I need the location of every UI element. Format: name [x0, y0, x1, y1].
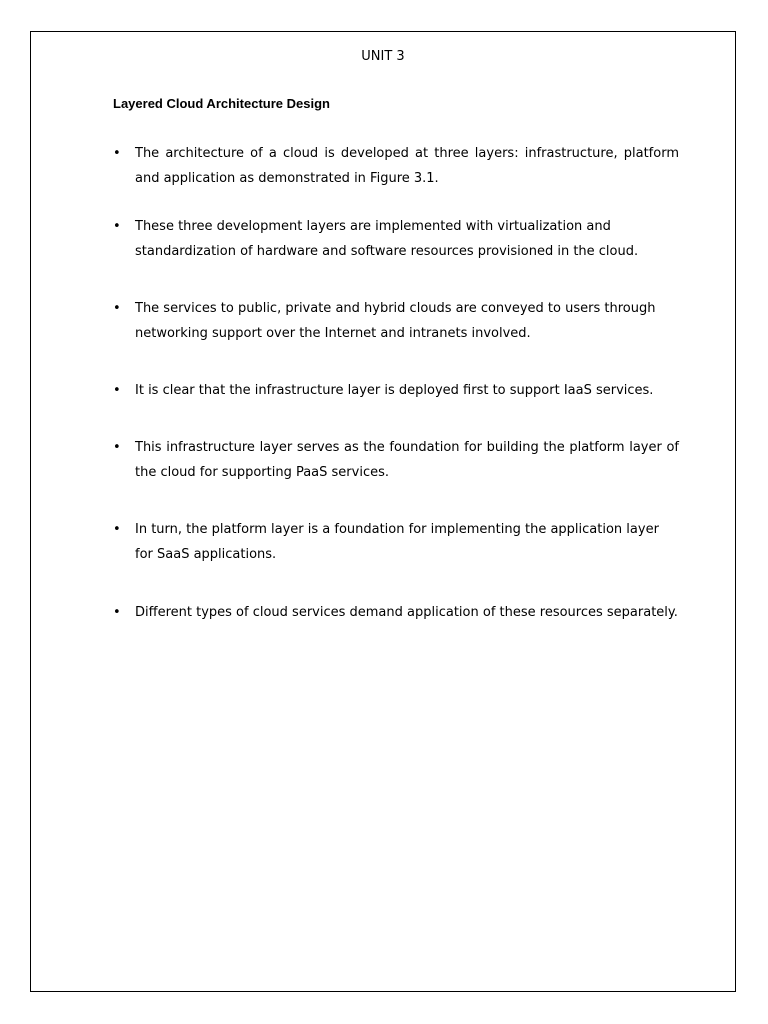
section-heading: Layered Cloud Architecture Design [113, 96, 330, 111]
bullet-text: Different types of cloud services demand application of these resources separately. [135, 605, 678, 620]
bullet-dot-icon: • [113, 440, 121, 455]
list-item [113, 518, 661, 567]
document-page [30, 31, 736, 992]
bullet-dot-icon: • [113, 219, 121, 234]
bullet-list [31, 32, 735, 991]
bullet-text: These three development layers are implemented with virtualization and standardization of hardware and software resources provisioned in the cloud. [135, 219, 639, 259]
bullet-text: This infrastructure layer serves as the foundation for building the platform layer of the cloud for supporting PaaS services. [135, 440, 679, 480]
unit-label: UNIT 3 [361, 49, 405, 64]
bullet-dot-icon: • [113, 301, 121, 316]
bullet-dot-icon: • [113, 146, 121, 161]
bullet-text: It is clear that the infrastructure layer is deployed first to support IaaS services. [135, 383, 654, 398]
list-item [113, 215, 679, 264]
list-item [113, 297, 661, 346]
list-item [113, 379, 679, 404]
list-item [113, 601, 679, 626]
bullet-dot-icon: • [113, 605, 121, 620]
bullet-dot-icon: • [113, 383, 121, 398]
list-item [113, 436, 679, 485]
bullet-dot-icon: • [113, 522, 121, 537]
bullet-text: The services to public, private and hybrid clouds are conveyed to users through networking support over the Internet and intranets involved. [135, 301, 656, 341]
bullet-text: In turn, the platform layer is a foundation for implementing the application layer for SaaS applications. [135, 522, 659, 562]
list-item [113, 142, 679, 191]
bullet-text: The architecture of a cloud is developed at three layers: infrastructure, platform and application as demonstrated in Figure 3.1. [135, 146, 679, 186]
